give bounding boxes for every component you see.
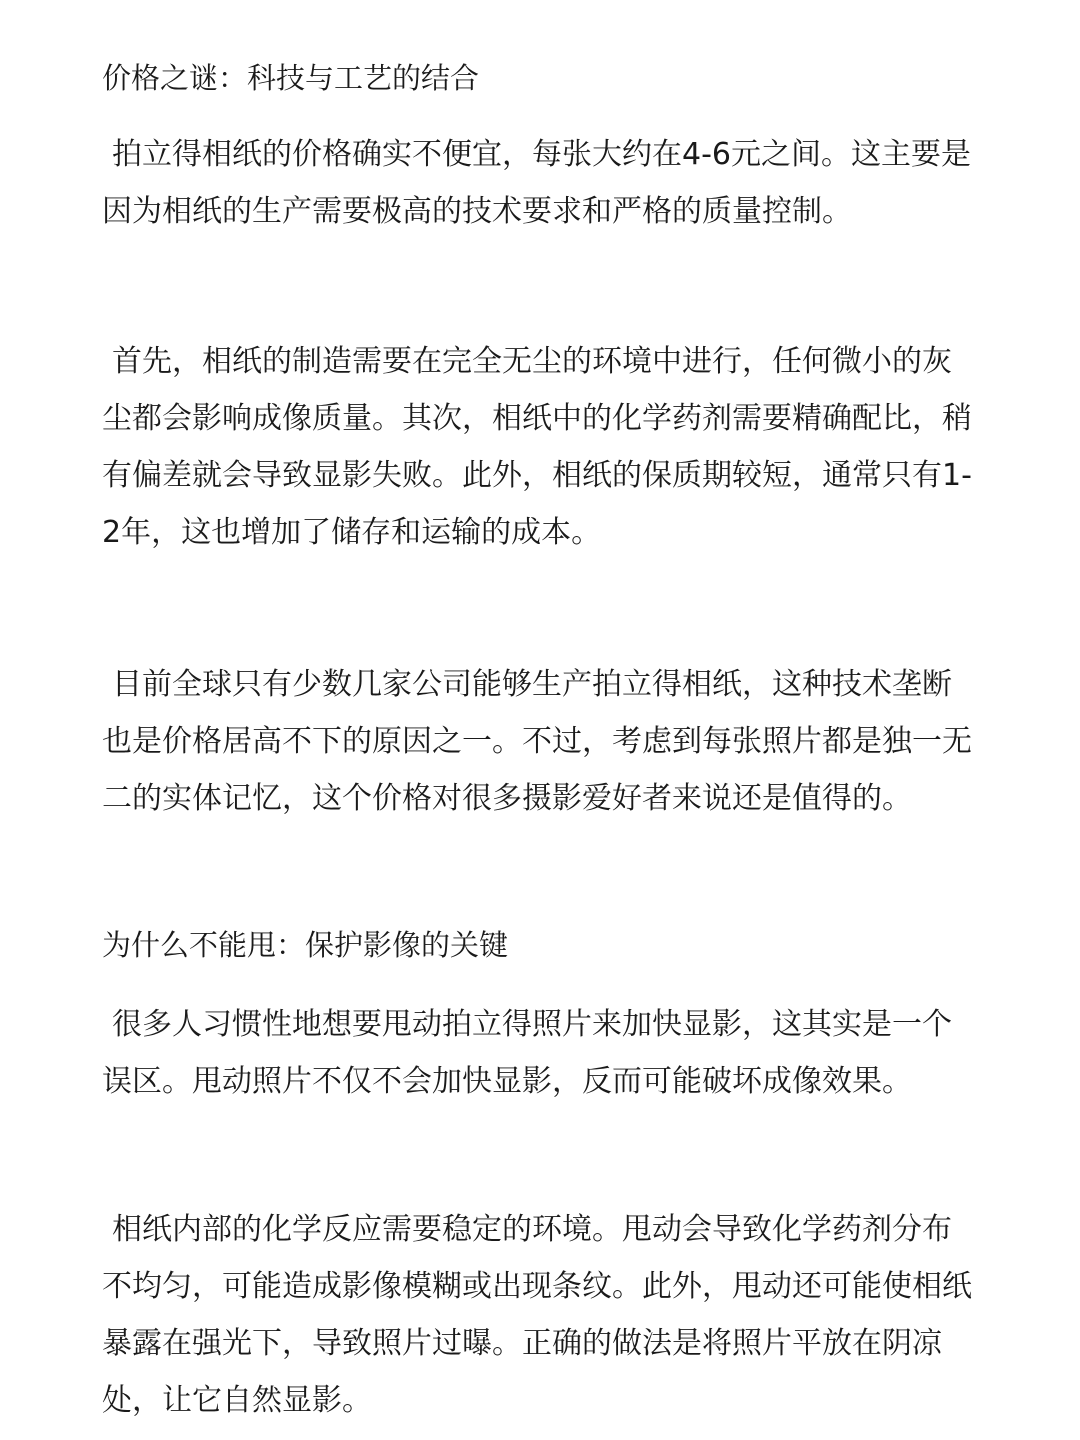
paragraph-price-intro: 拍立得相纸的价格确实不便宜，每张大约在4-6元之间。这主要是因为相纸的生产需要极高的技术要求和严格的质量控制。: [102, 137, 971, 229]
paragraph-shaking-reason: 相纸内部的化学反应需要稳定的环境。甩动会导致化学药剂分布不均匀，可能造成影像模糊或出现条纹。此外，甩动还可能使相纸暴露在强光下，导致照片过曝。正确的做法是将照片平放在阴凉处，让它自然显影。: [102, 1212, 972, 1418]
paragraph-shaking-myth: 很多人习惯性地想要甩动拍立得照片来加快显影，这其实是一个误区。甩动照片不仅不会加快显影，反而可能破坏成像效果。: [102, 1007, 952, 1099]
paragraph-price-manufacturing: 首先，相纸的制造需要在完全无尘的环境中进行，任何微小的灰尘都会影响成像质量。其次，相纸中的化学药剂需要精确配比，稍有偏差就会导致显影失败。此外，相纸的保质期较短，通常只有1-2年，这也增加了储存和运输的成本。: [102, 344, 972, 550]
section-heading-no-shaking: 为什么不能甩：保护影像的关键: [102, 928, 509, 962]
paragraph-price-monopoly: 目前全球只有少数几家公司能够生产拍立得相纸，这种技术垄断也是价格居高不下的原因之一。不过，考虑到每张照片都是独一无二的实体记忆，这个价格对很多摄影爱好者来说还是值得的。: [102, 667, 972, 816]
section-heading-price: 价格之谜：科技与工艺的结合: [102, 61, 480, 95]
